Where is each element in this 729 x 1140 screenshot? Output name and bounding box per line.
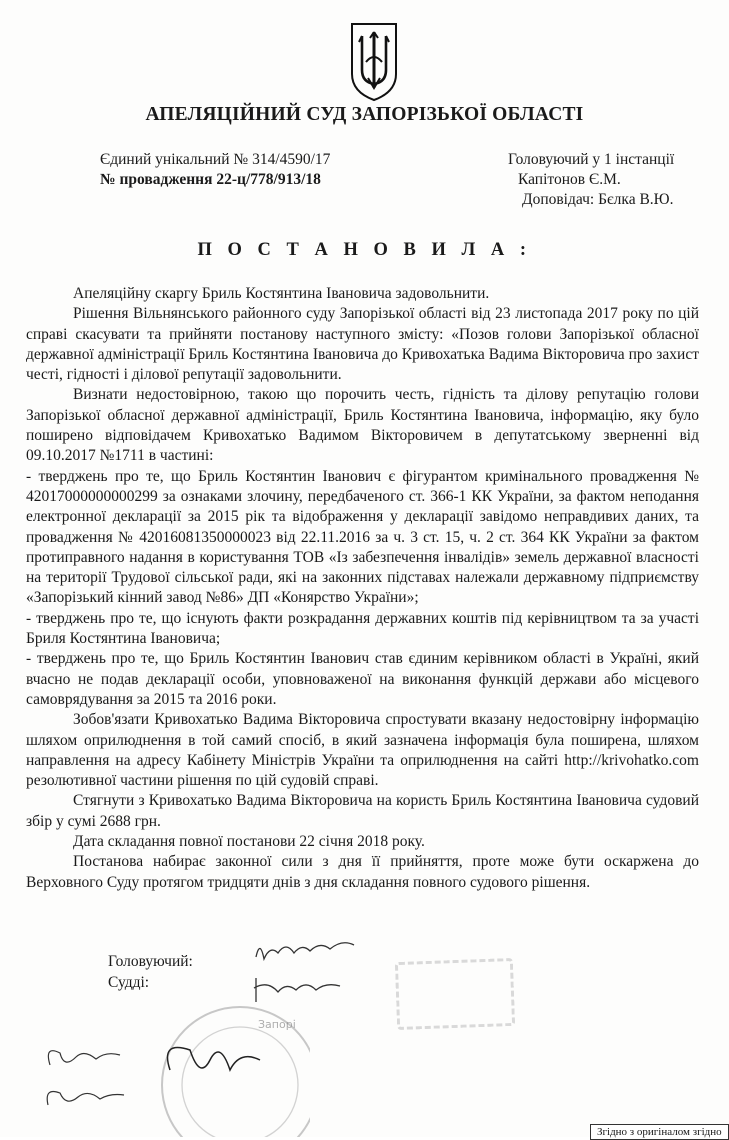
unique-case-number: Єдиний унікальний № 314/4590/17 bbox=[100, 151, 331, 168]
rapporteur: Доповідач: Бєлка В.Ю. bbox=[522, 191, 674, 208]
judges-label: Судді: bbox=[108, 974, 150, 991]
presiding-signature bbox=[250, 935, 360, 965]
presiding-label: Головуючий: bbox=[108, 953, 193, 970]
signature-labels bbox=[108, 951, 193, 993]
resolution-body bbox=[26, 284, 699, 893]
paragraph: Дата складання повної постанови 22 січня 2018 року. bbox=[73, 833, 425, 851]
paragraph: Зобов'язати Кривохатько Вадима Вікторовича спростувати вказану недостовірну інформацію шляхом оприлюднення в той самий спосіб, в який зазначена інформація була поширена, шляхом направлення на адресу Кабінету Міністрів України та оприлюднення на сайті http://krivohatko.com резолютивної частини рішення по цій судовій справі. bbox=[26, 711, 699, 790]
faded-stamp bbox=[395, 958, 515, 1030]
paragraph: Постанова набирає законної сили з дня її прийняття, проте може бути оскаржена до Верховного Суду протягом тридцяти днів з дня складання повного судового рішення. bbox=[26, 853, 699, 891]
paragraph: Стягнути з Кривохатько Вадима Вікторовича на користь Бриль Костянтина Івановича судовий збір у сумі 2688 грн. bbox=[26, 792, 699, 830]
presiding-judge-name: Капітонов Є.М. bbox=[518, 171, 621, 188]
paragraph: - тверджень про те, що існують факти розкрадання державних коштів під керівництвом та за участі Бриля Костянтина Івановича; bbox=[26, 609, 699, 648]
trident-coat-of-arms-icon bbox=[348, 22, 400, 102]
judges-info bbox=[508, 150, 674, 210]
paragraph: Визнати недостовірною, такою що порочить честь, гідність та ділову репутацію голови Запорізької обласної державної адміністрації, Бриль Костянтина Івановича, інформацію, яку було поширено відповідачем Кривохатько Вадимом Вікторовичем в депутатському зверненні від 09.10.2017 №1711 в частині: bbox=[26, 386, 699, 465]
paragraph: - тверджень про те, що Бриль Костянтин Іванович є фігурантом кримінального провадження № 42017000000000299 за ознаками злочину, передбаченого ст. 366-1 КК України, за фактом неподання електронної декларації за 2015 рік та відображення у декларації завідомо неправдивих даних, та провадження № 42016081350000023 від 22.11.2016 за ч. 3 ст. 15, ч. 2 ст. 364 КК України за фактом протиправного надання в користування ТОВ «Із забезпечення інвалідів» земель державної власності на території Трудової сільської ради, які на законних підставах належали державному підприємству «Запорізький кінний завод №86» ДП «Конярство України»; bbox=[26, 467, 699, 607]
copy-certification-note: Згідно з оригіналом згідно bbox=[590, 1124, 729, 1140]
seal-text: Запорі bbox=[258, 1018, 296, 1031]
court-name: АПЕЛЯЦІЙНИЙ СУД ЗАПОРІЗЬКОЇ ОБЛАСТІ bbox=[145, 104, 584, 125]
paragraph: Рішення Вільнянського районного суду Запорізької області від 23 листопада 2017 року по цій справі скасувати та прийняти постанову наступного змісту: «Позов голови Запорізької обласної державної адміністрації Бриль Костянтина Івановича до Кривохатька Вадима Вікторовича про захист честі, гідності і ділової репутації задовольнити. bbox=[26, 305, 699, 384]
case-numbers bbox=[100, 150, 330, 190]
resolution-heading: П О С Т А Н О В И Л А : bbox=[197, 240, 532, 260]
presiding-first-instance-label: Головуючий у 1 інстанції bbox=[508, 151, 675, 168]
judge-signature-large bbox=[150, 1030, 280, 1090]
proceeding-number: № провадження 22-ц/778/913/18 bbox=[100, 171, 321, 188]
paragraph: - тверджень про те, що Бриль Костянтин Іванович став єдиним керівником області в Україні, який вчасно не подав декларації особи, уповноваженої на виконання функцій держави або місцевого самоврядування за 2015 та 2016 роки. bbox=[26, 650, 699, 708]
margin-signatures bbox=[40, 1035, 130, 1137]
paragraph: Апеляційну скаргу Бриль Костянтина Івановича задовольнити. bbox=[73, 285, 490, 302]
